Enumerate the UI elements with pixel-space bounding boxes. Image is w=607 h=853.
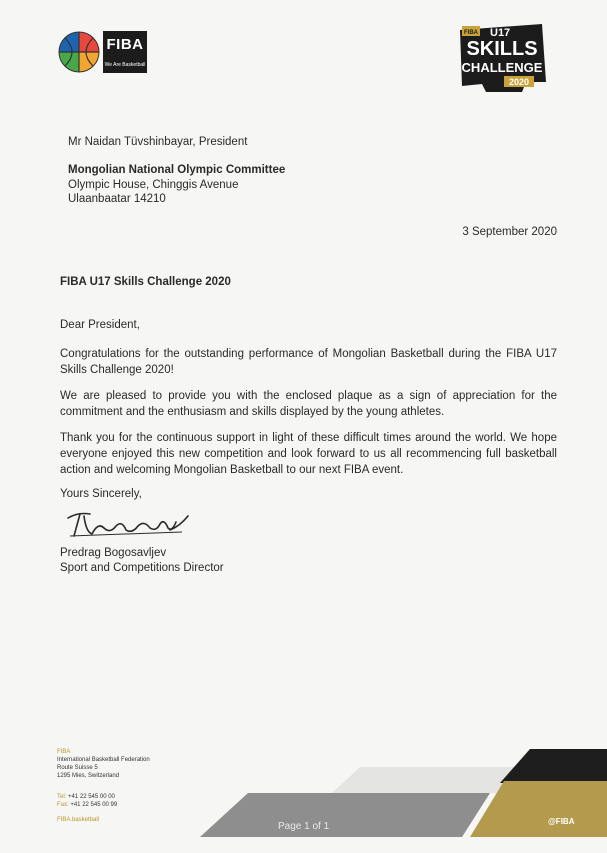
handwritten-signature (64, 504, 194, 542)
closing: Yours Sincerely, (60, 488, 142, 500)
badge-skills: SKILLS (466, 38, 538, 60)
footer-handle: @FIBA (548, 817, 575, 826)
page-number: Page 1 of 1 (278, 821, 330, 832)
footer-tel-label: Tel: (57, 794, 67, 800)
signatory-title: Sport and Competitions Director (60, 562, 224, 574)
recipient-address-line2: Ulaanbaatar 14210 (68, 193, 166, 205)
badge-logo-text: FIBA (464, 30, 478, 36)
footer-fax: +41 22 545 00 99 (70, 802, 118, 808)
letter-subject: FIBA U17 Skills Challenge 2020 (60, 276, 231, 288)
fiba-logo-text: FIBA (106, 36, 144, 53)
footer-org-name: International Basketball Federation (57, 757, 150, 763)
footer-org-short: FIBA (57, 749, 71, 755)
signatory-name: Predrag Bogosavljev (60, 547, 167, 559)
badge-year: 2020 (508, 77, 530, 87)
footer-street: Route Suisse 5 (57, 765, 98, 771)
fiba-wordmark (103, 31, 147, 73)
footer-city: 1295 Mies, Switzerland (57, 773, 120, 779)
body-paragraph-3: Thank you for the continuous support in light of these difficult times around the world. We hope everyone enjoyed this new competition and look forward to us all recommencing full basketball action and welcoming Mongolian Basketball to our next FIBA event. (60, 432, 557, 476)
body-paragraph-1: Congratulations for the outstanding performance of Mongolian Basketball during the FIBA U17 Skills Challenge 2020! (60, 348, 557, 376)
footer-contact (57, 793, 117, 809)
salutation: Dear President, (60, 319, 140, 331)
footer-address (57, 748, 150, 780)
badge-challenge: CHALLENGE (461, 60, 543, 75)
recipient-name: Mr Naidan Tüvshinbayar, President (68, 136, 248, 148)
footer-website: FIBA.basketball (57, 817, 100, 823)
recipient-organization: Mongolian National Olympic Committee (68, 164, 286, 176)
footer-tel: +41 22 545 00 00 (68, 794, 115, 800)
basketball-globe-icon (57, 30, 101, 74)
badge-u17: U17 (490, 27, 511, 39)
footer-fax-label: Fax: (57, 802, 69, 808)
letter-date: 3 September 2020 (462, 226, 557, 238)
fiba-logo-tagline: We Are Basketball (104, 62, 146, 68)
body-paragraph-2: We are pleased to provide you with the enclosed plaque as a sign of appreciation for the commitment and the enthusiasm and skills displayed by the young athletes. (60, 390, 557, 418)
footer-decoration (200, 745, 607, 853)
fiba-logo (57, 30, 147, 74)
recipient-address-line1: Olympic House, Chinggis Avenue (68, 179, 239, 191)
skills-challenge-badge (456, 22, 548, 94)
